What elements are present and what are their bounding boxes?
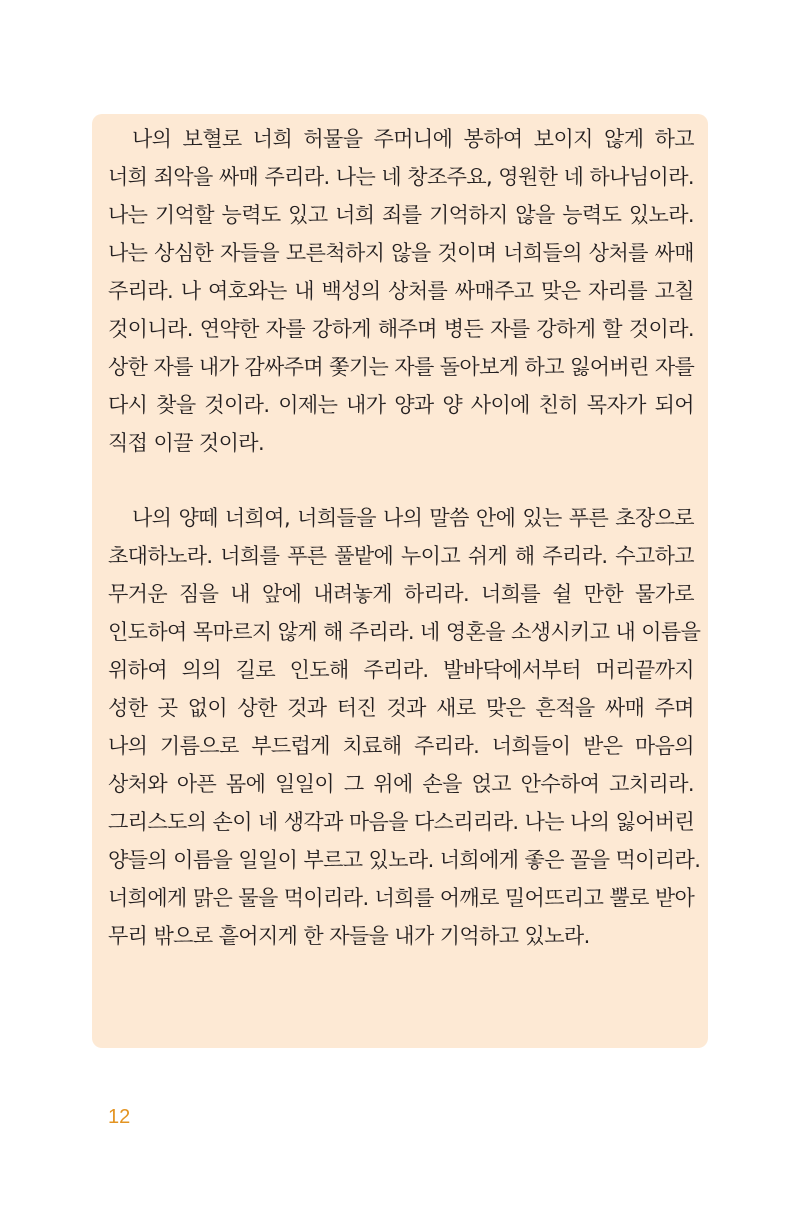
text-line: 나는 기억할 능력도 있고 너희 죄를 기억하지 않을 능력도 있노라. [108, 203, 694, 227]
text-line: 초대하노라. 너희를 푸른 풀밭에 누이고 쉬게 해 주리라. 수고하고 [108, 544, 694, 568]
text-line: 주리라. 나 여호와는 내 백성의 상처를 싸매주고 맞은 자리를 고칠 [108, 279, 694, 303]
paragraph-1 [108, 120, 694, 462]
text-line: 나의 기름으로 부드럽게 치료해 주리라. 너희들이 받은 마음의 [108, 734, 694, 758]
text-line: 나는 상심한 자들을 모른척하지 않을 것이며 너희들의 상처를 싸매 [108, 241, 694, 265]
text-line: 상처와 아픈 몸에 일일이 그 위에 손을 얹고 안수하여 고치리라. [108, 772, 694, 796]
paragraph-2 [108, 499, 701, 955]
text-line: 상한 자를 내가 감싸주며 쫓기는 자를 돌아보게 하고 잃어버린 자를 [108, 355, 695, 379]
text-line: 그리스도의 손이 네 생각과 마음을 다스리리라. 나는 나의 잃어버린 [108, 810, 695, 834]
text-line: 위하여 의의 길로 인도해 주리라. 발바닥에서부터 머리끝까지 [108, 658, 694, 682]
text-line: 나의 보혈로 너희 허물을 주머니에 봉하여 보이지 않게 하고 [132, 127, 694, 151]
text-line: 것이니라. 연약한 자를 강하게 해주며 병든 자를 강하게 할 것이라. [108, 317, 694, 341]
text-line: 너희 죄악을 싸매 주리라. 나는 네 창조주요, 영원한 네 하나님이라. [108, 165, 694, 189]
page-number: 12 [108, 1106, 131, 1128]
text-line: 나의 양떼 너희여, 너희들을 나의 말씀 안에 있는 푸른 초장으로 [132, 506, 694, 530]
text-line: 양들의 이름을 일일이 부르고 있노라. 너희에게 좋은 꼴을 먹이리라. [108, 848, 701, 872]
text-line: 인도하여 목마르지 않게 해 주리라. 네 영혼을 소생시키고 내 이름을 [108, 620, 701, 644]
text-line: 다시 찾을 것이라. 이제는 내가 양과 양 사이에 친히 목자가 되어 [108, 393, 694, 417]
text-line: 무리 밖으로 흩어지게 한 자들을 내가 기억하고 있노라. [108, 924, 590, 948]
text-box [92, 114, 708, 1048]
text-line: 직접 이끌 것이라. [108, 431, 265, 455]
text-line: 무거운 짐을 내 앞에 내려놓게 하리라. 너희를 쉴 만한 물가로 [108, 582, 694, 606]
text-line: 성한 곳 없이 상한 것과 터진 것과 새로 맞은 흔적을 싸매 주며 [108, 696, 694, 720]
paragraph-gap [108, 462, 694, 499]
text-line: 너희에게 맑은 물을 먹이리라. 너희를 어깨로 밀어뜨리고 뿔로 받아 [108, 886, 695, 910]
